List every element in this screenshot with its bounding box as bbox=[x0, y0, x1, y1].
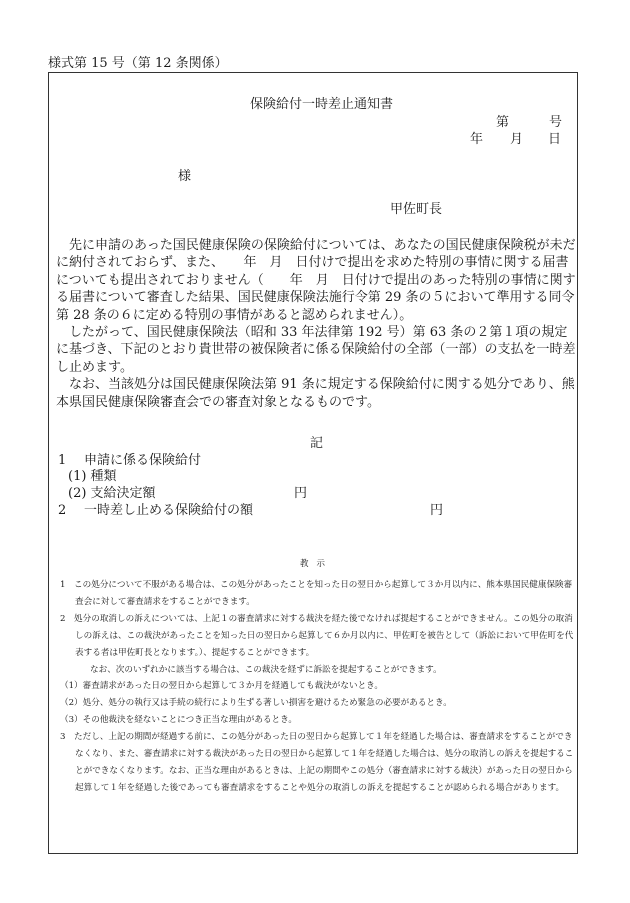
document-title: 保険給付一時差止通知書 bbox=[250, 97, 394, 112]
addressee-suffix: 様 bbox=[178, 169, 192, 184]
yen-unit-1: 円 bbox=[294, 486, 308, 501]
notice-body bbox=[56, 237, 576, 411]
item-2-label: 一時差し止める保険給付の額 bbox=[84, 503, 254, 518]
issuer-name: 甲佐町長 bbox=[390, 202, 443, 217]
item-1-sub-type: (1) 種類 bbox=[68, 469, 117, 484]
form-number-label: 様式第 15 号（第 12 条関係） bbox=[48, 56, 228, 71]
item-1-label: 申請に係る保険給付 bbox=[84, 453, 202, 468]
date-month: 月 bbox=[510, 132, 524, 147]
ki-heading: 記 bbox=[310, 436, 324, 451]
note-2: 2 処分の取消しの訴えについては、上記１の審査請求に対する裁決を経た後でなければ提起することができません。この処分の取消しの訴えは、この裁決があったことを知った日の翌日から起算して６か月以内に、甲佐町を被告として（訴訟において甲佐町を代表する者は甲佐町長となります。）、提起することができます。 bbox=[60, 613, 574, 658]
item-2-number: 2 bbox=[58, 503, 67, 518]
note-2-addendum: なお、次のいずれかに該当する場合は、この裁決を経ずに訴訟を提起することができます。 bbox=[90, 664, 442, 675]
body-paragraph: 先に申請のあった国民健康保険の保険給付については、あなたの国民健康保険税が未だに納付されておらず、また、 年 月 日付けで提出を求めた特別の事情に関する届書についても提出されておりません（ 年 月 日付けで提出のあった特別の事情に関する届書について審査した結果、国民健康保険法施行令第 29 条の５において準用する同令第 28 条の６に定める特別の事情があると認められません）。 bbox=[56, 238, 576, 323]
item-2 bbox=[58, 499, 253, 518]
body-paragraph: したがって、国民健康保険法（昭和 33 年法律第 192 号）第 63 条の２第１項の規定に基づき、下記のとおり貴世帯の被保険者に係る保険給付の全部（一部）の支払を一時差し止めます。 bbox=[56, 325, 576, 375]
note-1: 1 この処分について不服がある場合は、この処分があったことを知った日の翌日から起算して３か月以内に、熊本県国民健康保険審査会に対して審査請求をすることができます。 bbox=[60, 580, 573, 607]
instructions-notes bbox=[60, 577, 575, 797]
number-suffix: 号 bbox=[549, 115, 563, 130]
body-paragraph: なお、当該処分は国民健康保険法第 91 条に規定する保険給付に関する処分であり、熊本県国民健康保険審査会での審査対象となるものです。 bbox=[56, 377, 575, 410]
item-1-sub-amount: (2) 支給決定額 bbox=[68, 486, 156, 501]
note-sub-3: （3）その他裁決を経ないことにつき正当な理由があるとき。 bbox=[60, 715, 297, 726]
number-prefix: 第 bbox=[496, 115, 510, 130]
item-1-number: 1 bbox=[58, 453, 67, 468]
note-sub-2: （2）処分、処分の執行又は手続の続行により生ずる著しい損害を避けるため緊急の必要があるとき。 bbox=[60, 698, 452, 709]
date-day: 日 bbox=[548, 132, 562, 147]
yen-unit-2: 円 bbox=[430, 503, 444, 518]
note-sub-1: （1）審査請求があった日の翌日から起算して３か月を経過しても裁決がないとき。 bbox=[60, 681, 384, 692]
note-3: 3 ただし、上記の期間が経過する前に、この処分があった日の翌日から起算して１年を経過した場合は、審査請求をすることができなくなり、また、審査請求に対する裁決があった日の翌日から起算して１年を経過した場合は、処分の取消しの訴えを提起することができなくなります。なお、正当な理由があるときは、上記の期間やこの処分（審査請求に対する裁決）があった日の翌日から起算して１年を経過した後であっても審査請求をすることや処分の取消しの訴えを提起することが認められる場合があります。 bbox=[60, 732, 574, 793]
instructions-heading: 教示 bbox=[300, 559, 334, 569]
date-year: 年 bbox=[470, 132, 484, 147]
